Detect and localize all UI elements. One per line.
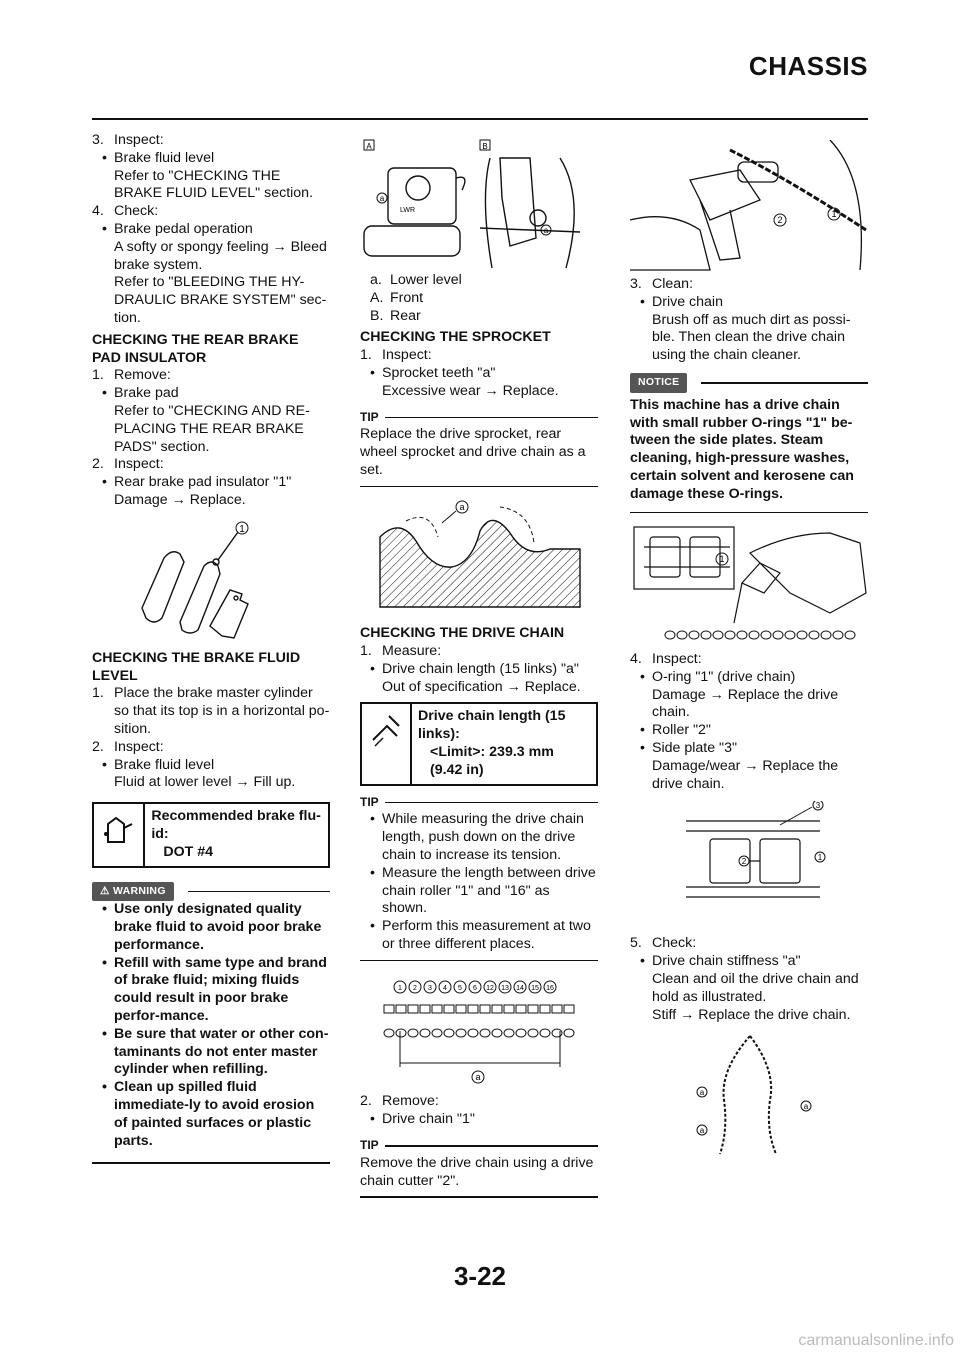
callout-2: 2: [741, 857, 747, 867]
chain-link: [456, 1005, 466, 1013]
chain-link: [408, 1005, 418, 1013]
warning-header: [92, 882, 330, 902]
callout-a: a: [699, 1126, 705, 1136]
text-clean-oil: Clean and oil the drive chain and hold as illustrated.: [652, 971, 859, 1005]
callout-2: 2: [777, 215, 783, 225]
tip-end-rule: [360, 486, 598, 488]
chain-roller: [701, 631, 711, 639]
warning-item: • Clean up spilled fluid immediate-ly to avoid erosion of painted surfaces or plastic parts.: [92, 1079, 330, 1150]
chain-roller: [504, 1029, 514, 1037]
chain-roller: [833, 631, 843, 639]
chain-callout-label: 5: [458, 985, 462, 993]
page-header-title: CHASSIS: [748, 51, 868, 81]
callout-a: a: [459, 502, 465, 513]
chain-roller: [749, 631, 759, 639]
ref-text: Refer to "CHECKING THE BRAKE FLUID LEVEL" section.: [114, 167, 314, 202]
chain-roller: [444, 1029, 454, 1037]
tip-end-rule: [360, 1196, 598, 1198]
chain-roller: [408, 1029, 418, 1037]
step-2-remove: 2. Remove:: [360, 1093, 439, 1110]
tip-text: Replace the drive sprocket, rear wheel sprocket and drive chain as a set.: [360, 426, 586, 478]
tip-text: Remove the drive chain using a drive chain cutter "2".: [360, 1154, 594, 1189]
chain-roller: [516, 1029, 526, 1037]
chain-link: [480, 1005, 490, 1013]
notice-text: This machine has a drive chain with small rubber O-rings "1" be-tween the side plates. Steam cleaning, high-pressure washes, certain solvent and kerosene can damage these O-rings.: [630, 396, 854, 502]
notice-tag: NOTICE: [630, 373, 687, 393]
step-1-measure: 1. Measure:: [360, 643, 442, 660]
text-spongy: A softy or spongy feeling → Bleed brake system.: [114, 238, 327, 273]
text-damage-replace: Damage → Replace the drive chain.: [652, 686, 839, 721]
callout-1: 1: [817, 853, 823, 863]
chain-roller: [540, 1029, 550, 1037]
notice-end-rule: [630, 512, 868, 514]
step-2-inspect: 2. Inspect:: [92, 456, 164, 473]
chain-roller: [761, 631, 771, 639]
bullet-roller: • Roller "2": [630, 722, 868, 740]
ref-replacing-pads: Refer to "CHECKING AND RE-PLACING THE REAR BRAKE PADS" section.: [114, 402, 310, 455]
callout-1: 1: [831, 209, 837, 219]
text-out-of-spec: Out of specification → Replace.: [382, 678, 581, 695]
tip-header: TIP: [360, 1137, 598, 1155]
spec-label: Recommended brake flu-id:: [151, 808, 321, 842]
label-b: B: [482, 142, 488, 151]
step-4-inspect: 4. Inspect:: [630, 651, 702, 668]
legend-item: a. Lower level: [370, 272, 462, 288]
tip-item: • Measure the length between drive chain roller "1" and "16" as shown.: [360, 865, 598, 918]
chain-callout-label: 6: [473, 985, 477, 993]
spec-value: <Limit>: 239.3 mm (9.42 in): [430, 744, 554, 778]
chain-link: [528, 1005, 538, 1013]
chain-link: [492, 1005, 502, 1013]
bullet-chain-length: • Drive chain length (15 links) "a": [360, 661, 598, 679]
bullet-insulator: • Rear brake pad insulator "1": [92, 474, 330, 492]
column-2: [360, 138, 598, 1208]
chain-roller: [785, 631, 795, 639]
callout-1: 1: [239, 523, 245, 535]
bullet-chain-stiffness: • Drive chain stiffness "a": [630, 953, 868, 971]
chain-link: [384, 1005, 394, 1013]
watermark: carmanualsonline.info: [798, 1332, 954, 1350]
chain-link: [504, 1005, 514, 1013]
warning-list: [92, 901, 330, 1150]
text-brush-off: Brush off as much dirt as possi-ble. Then clean the drive chain using the chain cleaner.: [652, 311, 851, 364]
heading-drive-chain: CHECKING THE DRIVE CHAIN: [360, 625, 565, 642]
chain-roller: [420, 1029, 430, 1037]
chain-roller: [821, 631, 831, 639]
chain-link: [564, 1005, 574, 1013]
step-1-remove: 1. Remove:: [92, 367, 171, 384]
label-a: A: [366, 142, 372, 151]
heading-sprocket: CHECKING THE SPROCKET: [360, 329, 551, 346]
legend-item: B. Rear: [370, 307, 421, 324]
chain-callout-label: 13: [501, 985, 509, 993]
chain-link: [396, 1005, 406, 1013]
chain-callout-label: 15: [531, 985, 539, 993]
chain-roller: [845, 631, 855, 639]
callout-a: a: [803, 1102, 809, 1112]
chain-cleaner-illustration: [630, 523, 868, 645]
callout-a-rear: a: [543, 226, 549, 235]
page-number: 3-22: [453, 1261, 507, 1291]
tip-header: TIP: [360, 794, 598, 812]
step-1-place: 1. Place the brake master cylinder so that its top is in a horizontal po-sition.: [92, 685, 330, 737]
notice-header: [630, 373, 868, 393]
warning-item: • Use only designated quality brake fluid to avoid poor brake performance.: [92, 901, 330, 954]
step-5-check: 5. Check:: [630, 935, 697, 952]
text-fill-up: Fluid at lower level → Fill up.: [114, 774, 296, 791]
bullet-drive-chain: • Drive chain "1": [360, 1111, 598, 1129]
chain-callout-label: 14: [516, 985, 524, 993]
text-damage-replace: Damage → Replace.: [114, 491, 246, 508]
text-damage-wear: Damage/wear → Replace the drive chain.: [652, 757, 839, 792]
chain-cutter-illustration: [630, 140, 868, 280]
step-2-inspect-fluid: 2. Inspect:: [92, 738, 164, 755]
chain-roller: [689, 631, 699, 639]
callout-3: 3: [815, 801, 821, 811]
chain-callout-label: 2: [413, 985, 417, 993]
column-1: [92, 132, 330, 1174]
chain-roller: [677, 631, 687, 639]
chain-link: [444, 1005, 454, 1013]
chain-link: [432, 1005, 442, 1013]
brake-pad-illustration: [92, 518, 330, 646]
chain-link: [540, 1005, 550, 1013]
chain-roller: [432, 1029, 442, 1037]
chain-roller: [737, 631, 747, 639]
bullet-brake-fluid-level: • Brake fluid level: [92, 150, 330, 168]
figure-legend: [360, 272, 598, 325]
chain-callout-label: 3: [428, 985, 432, 993]
bullet-o-ring: • O-ring "1" (drive chain): [630, 669, 868, 687]
chain-roller: [725, 631, 735, 639]
warning-end-rule: [92, 1162, 330, 1164]
step-3-inspect: 3. Inspect:: [92, 132, 164, 148]
header-rule: [92, 118, 868, 120]
spec-text: [412, 704, 596, 783]
chain-roller: [468, 1029, 478, 1037]
chain-link: [516, 1005, 526, 1013]
chain-roller: [480, 1029, 490, 1037]
chain-length-illustration: [360, 971, 598, 1089]
chain-callout-label: 16: [546, 985, 554, 993]
bullet-brake-pad: • Brake pad: [92, 385, 330, 403]
oil-can-icon: [94, 804, 145, 865]
chain-stiffness-illustration: [630, 1030, 868, 1160]
callout-a: a: [699, 1088, 705, 1098]
step-1-inspect-sprocket: 1. Inspect:: [360, 347, 432, 364]
chain-roller: [564, 1029, 574, 1037]
spec-value: DOT #4: [163, 843, 213, 860]
chain-roller: [797, 631, 807, 639]
chain-roller: [396, 1029, 406, 1037]
chain-roller: [456, 1029, 466, 1037]
lwr-mark: LWR: [400, 207, 416, 214]
ref-bleeding: Refer to "BLEEDING THE HY-DRAULIC BRAKE SYSTEM" sec-tion.: [114, 274, 327, 326]
legend-item: A. Front: [370, 289, 424, 306]
chain-link: [468, 1005, 478, 1013]
bullet-fluid-level: • Brake fluid level: [92, 757, 330, 775]
spec-text: [145, 804, 328, 865]
chain-roller: [713, 631, 723, 639]
chain-roller: [384, 1029, 394, 1037]
callout-a: a: [379, 194, 385, 203]
tip-item: • While measuring the drive chain length, push down on the drive chain to increase its tension.: [360, 811, 598, 864]
callout-a: a: [475, 1072, 481, 1083]
bullet-brake-pedal: • Brake pedal operation: [92, 221, 330, 239]
chain-link: [420, 1005, 430, 1013]
warning-tag: ⚠ WARNING: [92, 882, 174, 902]
bullet-drive-chain: • Drive chain: [630, 294, 868, 312]
chain-callout-label: 12: [486, 985, 494, 993]
bullet-sprocket-teeth: • Sprocket teeth "a": [360, 365, 598, 383]
chain-roller: [773, 631, 783, 639]
step-3-clean: 3. Clean:: [630, 276, 694, 292]
chain-roller: [492, 1029, 502, 1037]
measure-icon: [362, 704, 412, 783]
chain-roller: [665, 631, 675, 639]
spec-box-brake-fluid: [92, 802, 330, 867]
tip-header: TIP: [360, 409, 598, 427]
column-3: [630, 140, 868, 1160]
spec-box-chain-length: [360, 702, 598, 785]
step-4-check: 4. Check:: [92, 203, 159, 220]
text-stiff-replace: Stiff → Replace the drive chain.: [652, 1006, 851, 1023]
callout-1: 1: [719, 554, 725, 565]
chain-roller: [809, 631, 819, 639]
chain-callout-label: 4: [443, 985, 447, 993]
sprocket-teeth-illustration: [360, 497, 598, 621]
tip-item: • Perform this measurement at two or three different places.: [360, 918, 598, 954]
tip-end-rule: [360, 960, 598, 962]
chain-link: [552, 1005, 562, 1013]
chain-roller: [528, 1029, 538, 1037]
master-cylinder-illustration: [360, 138, 598, 272]
text-excessive-wear: Excessive wear → Replace.: [382, 382, 559, 399]
chain-parts-illustration: [630, 801, 868, 931]
warning-item: • Refill with same type and brand of brake fluid; mixing fluids could result in poor brake perfor-mance.: [92, 955, 330, 1026]
heading-rear-brake-pad-insulator: CHECKING THE REAR BRAKE PAD INSULATOR: [92, 331, 299, 366]
warning-item: • Be sure that water or other con-taminants do not enter master cylinder when refilling.: [92, 1026, 330, 1079]
bullet-side-plate: • Side plate "3": [630, 740, 868, 758]
spec-label: Drive chain length (15 links):: [418, 708, 566, 743]
heading-brake-fluid-level: CHECKING THE BRAKE FLUID LEVEL: [92, 649, 301, 684]
chain-callout-label: 1: [398, 985, 402, 993]
